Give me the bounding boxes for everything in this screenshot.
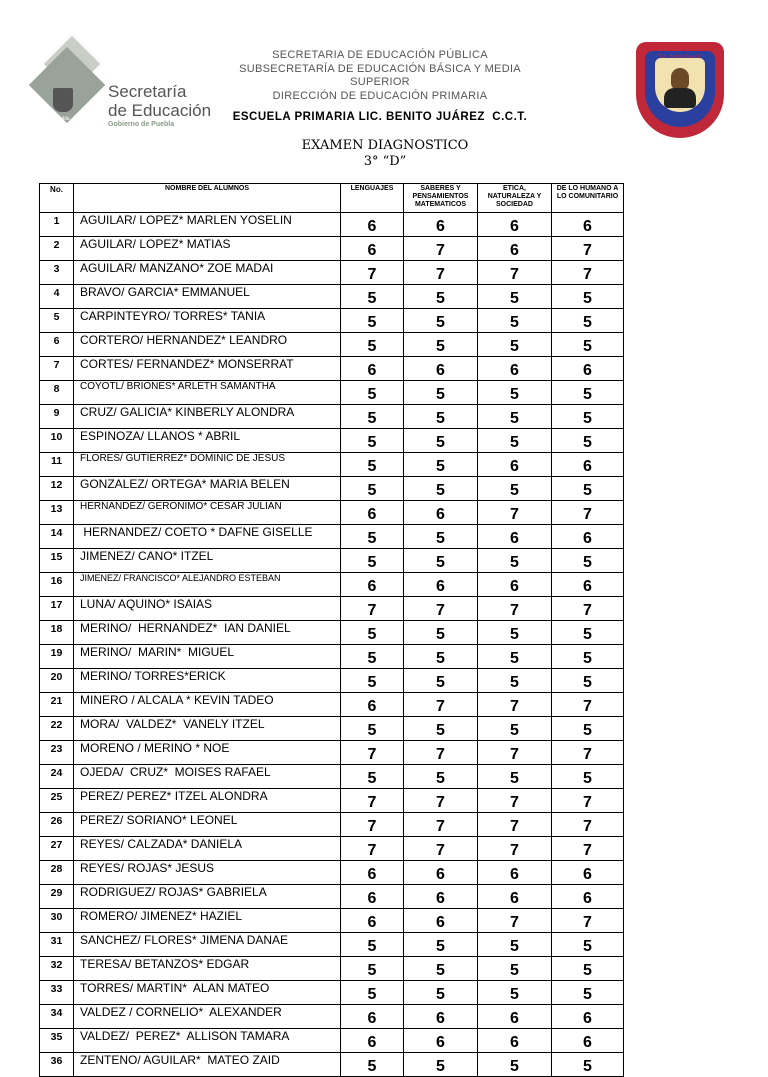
grade-saberes: 6 (404, 861, 478, 885)
header-line-1: SECRETARIA DE EDUCACIÓN PÚBLICA (272, 49, 488, 61)
grade-humano: 6 (552, 525, 624, 549)
grade-lenguajes: 6 (341, 1029, 404, 1053)
grade-saberes: 5 (404, 621, 478, 645)
grade-etica: 7 (478, 909, 552, 933)
grade-etica: 5 (478, 621, 552, 645)
table-row (40, 1005, 624, 1029)
grade-saberes: 5 (404, 525, 478, 549)
grade-saberes: 5 (404, 381, 478, 405)
student-name: SANCHEZ/ FLORES* JIMENA DANAE (74, 933, 341, 957)
student-name: AGUILAR/ LOPEZ* MARLEN YOSELIN (74, 213, 341, 237)
header-line-4: DIRECCIÓN DE EDUCACIÓN PRIMARIA (272, 90, 488, 102)
table-row (40, 669, 624, 693)
table-row (40, 885, 624, 909)
grade-humano: 5 (552, 765, 624, 789)
grade-lenguajes: 5 (341, 621, 404, 645)
grade-saberes: 5 (404, 477, 478, 501)
grade-etica: 5 (478, 477, 552, 501)
grade-lenguajes: 5 (341, 453, 404, 477)
table-row (40, 261, 624, 285)
table-row (40, 837, 624, 861)
grade-lenguajes: 7 (341, 813, 404, 837)
table-row (40, 765, 624, 789)
student-name: TERESA/ BETANZOS* EDGAR (74, 957, 341, 981)
grade-humano: 5 (552, 669, 624, 693)
grade-humano: 5 (552, 405, 624, 429)
grade-saberes: 6 (404, 909, 478, 933)
grade-humano: 7 (552, 261, 624, 285)
row-number: 36 (40, 1053, 74, 1077)
logo-text-line2: de Educación (108, 101, 212, 120)
grade-etica: 7 (478, 597, 552, 621)
grade-lenguajes: 5 (341, 381, 404, 405)
grade-etica: 5 (478, 669, 552, 693)
row-number: 12 (40, 477, 74, 501)
puebla-crest-icon (53, 88, 73, 112)
grade-saberes: 6 (404, 885, 478, 909)
grade-humano: 5 (552, 981, 624, 1005)
table-row (40, 333, 624, 357)
grade-etica: 7 (478, 813, 552, 837)
grade-lenguajes: 6 (341, 213, 404, 237)
student-name: OJEDA/ CRUZ* MOISES RAFAEL (74, 765, 341, 789)
table-row (40, 357, 624, 381)
table-row (40, 237, 624, 261)
grade-etica: 6 (478, 1005, 552, 1029)
table-row (40, 429, 624, 453)
row-number: 31 (40, 933, 74, 957)
seal-text: "Lic. Benito Juárez" (658, 54, 702, 60)
student-name: HERNANDEZ/ GERONIMO* CESAR JULIAN (74, 501, 341, 525)
grade-saberes: 5 (404, 981, 478, 1005)
grade-etica: 6 (478, 525, 552, 549)
grade-lenguajes: 6 (341, 501, 404, 525)
grade-lenguajes: 6 (341, 861, 404, 885)
student-name: CARPINTEYRO/ TORRES* TANIA (74, 309, 341, 333)
row-number: 23 (40, 741, 74, 765)
grade-etica: 5 (478, 381, 552, 405)
grade-etica: 5 (478, 933, 552, 957)
grade-lenguajes: 5 (341, 309, 404, 333)
grade-saberes: 6 (404, 357, 478, 381)
grade-humano: 6 (552, 213, 624, 237)
grade-saberes: 6 (404, 213, 478, 237)
grade-humano: 6 (552, 357, 624, 381)
logo-text-line1: Secretaría (108, 82, 187, 101)
table-row (40, 741, 624, 765)
grade-lenguajes: 7 (341, 597, 404, 621)
student-name: VALDEZ/ PEREZ* ALLISON TAMARA (74, 1029, 341, 1053)
grade-etica: 5 (478, 429, 552, 453)
grade-etica: 5 (478, 765, 552, 789)
grade-lenguajes: 5 (341, 333, 404, 357)
grade-etica: 7 (478, 837, 552, 861)
row-number: 35 (40, 1029, 74, 1053)
grade-etica: 7 (478, 789, 552, 813)
grade-humano: 5 (552, 645, 624, 669)
grade-etica: 6 (478, 573, 552, 597)
grade-lenguajes: 6 (341, 357, 404, 381)
student-name: MORA/ VALDEZ* VANELY ITZEL (74, 717, 341, 741)
grade-saberes: 5 (404, 285, 478, 309)
grade-etica: 5 (478, 645, 552, 669)
grade-saberes: 6 (404, 1005, 478, 1029)
grade-etica: 5 (478, 957, 552, 981)
student-name: MORENO / MERINO * NOE (74, 741, 341, 765)
student-name: CORTES/ FERNANDEZ* MONSERRAT (74, 357, 341, 381)
header-humano: DE LO HUMANO A LO COMUNITARIO (552, 184, 624, 213)
row-number: 14 (40, 525, 74, 549)
grade-saberes: 7 (404, 789, 478, 813)
grade-humano: 7 (552, 597, 624, 621)
row-number: 30 (40, 909, 74, 933)
grade-lenguajes: 5 (341, 285, 404, 309)
row-number: 6 (40, 333, 74, 357)
row-number: 32 (40, 957, 74, 981)
table-row (40, 621, 624, 645)
portrait-icon (671, 68, 689, 90)
row-number: 15 (40, 549, 74, 573)
row-number: 24 (40, 765, 74, 789)
header-line-3: SUPERIOR (350, 76, 410, 88)
grade-lenguajes: 7 (341, 789, 404, 813)
header-lenguajes: LENGUAJES (341, 184, 404, 213)
row-number: 8 (40, 381, 74, 405)
grade-humano: 7 (552, 741, 624, 765)
student-name: REYES/ ROJAS* JESUS (74, 861, 341, 885)
row-number: 29 (40, 885, 74, 909)
table-row (40, 909, 624, 933)
grade-etica: 5 (478, 717, 552, 741)
grade-saberes: 6 (404, 1029, 478, 1053)
table-row (40, 717, 624, 741)
header-line-2: SUBSECRETARÍA DE EDUCACIÓN BÁSICA Y MEDIA (239, 63, 521, 75)
grade-humano: 7 (552, 813, 624, 837)
grade-humano: 5 (552, 309, 624, 333)
header-name: NOMBRE DEL ALUMNOS (74, 184, 341, 213)
grade-humano: 5 (552, 621, 624, 645)
grade-etica: 7 (478, 261, 552, 285)
grade-lenguajes: 5 (341, 933, 404, 957)
school-name: ESCUELA PRIMARIA LIC. BENITO JUÁREZ C.C.T. (232, 111, 528, 123)
grade-humano: 5 (552, 429, 624, 453)
row-number: 11 (40, 453, 74, 477)
table-row (40, 501, 624, 525)
table-row (40, 693, 624, 717)
grade-lenguajes: 6 (341, 1005, 404, 1029)
row-number: 2 (40, 237, 74, 261)
table-row (40, 549, 624, 573)
row-number: 25 (40, 789, 74, 813)
grade-etica: 6 (478, 885, 552, 909)
grade-humano: 6 (552, 885, 624, 909)
grade-humano: 5 (552, 549, 624, 573)
grade-saberes: 7 (404, 837, 478, 861)
row-number: 18 (40, 621, 74, 645)
table-header-row (40, 184, 624, 213)
row-number: 16 (40, 573, 74, 597)
grade-lenguajes: 5 (341, 717, 404, 741)
row-number: 5 (40, 309, 74, 333)
student-name: PEREZ/ SORIANO* LEONEL (74, 813, 341, 837)
table-row (40, 645, 624, 669)
student-name: REYES/ CALZADA* DANIELA (74, 837, 341, 861)
grade-etica: 6 (478, 357, 552, 381)
table-row (40, 981, 624, 1005)
table-row (40, 957, 624, 981)
grade-saberes: 7 (404, 741, 478, 765)
table-row (40, 405, 624, 429)
student-name: MINERO / ALCALA * KEVIN TADEO (74, 693, 341, 717)
grade-saberes: 5 (404, 429, 478, 453)
table-row (40, 597, 624, 621)
table-row (40, 1029, 624, 1053)
row-number: 34 (40, 1005, 74, 1029)
grade-humano: 7 (552, 837, 624, 861)
row-number: 26 (40, 813, 74, 837)
grade-humano: 5 (552, 957, 624, 981)
grade-humano: 5 (552, 477, 624, 501)
table-row (40, 861, 624, 885)
grade-saberes: 5 (404, 957, 478, 981)
header-etica: ETICA, NATURALEZA Y SOCIEDAD (478, 184, 552, 213)
student-name: TORRES/ MARTIN* ALAN MATEO (74, 981, 341, 1005)
grade-saberes: 5 (404, 1053, 478, 1077)
grade-saberes: 5 (404, 645, 478, 669)
row-number: 17 (40, 597, 74, 621)
grade-etica: 7 (478, 741, 552, 765)
row-number: 21 (40, 693, 74, 717)
row-number: 1 (40, 213, 74, 237)
grade-etica: 5 (478, 405, 552, 429)
grade-saberes: 5 (404, 933, 478, 957)
grade-etica: 6 (478, 237, 552, 261)
grade-etica: 6 (478, 861, 552, 885)
grade-lenguajes: 5 (341, 429, 404, 453)
table-row (40, 573, 624, 597)
header-saberes: SABERES Y PENSAMIENTOS MATEMATICOS (404, 184, 478, 213)
grade-saberes: 6 (404, 573, 478, 597)
row-number: 20 (40, 669, 74, 693)
school-seal (636, 42, 724, 138)
grade-lenguajes: 5 (341, 549, 404, 573)
table-row (40, 813, 624, 837)
grade-saberes: 5 (404, 717, 478, 741)
grade-lenguajes: 5 (341, 645, 404, 669)
grade-etica: 5 (478, 285, 552, 309)
grade-saberes: 7 (404, 237, 478, 261)
student-name: BRAVO/ GARCIA* EMMANUEL (74, 285, 341, 309)
grade-humano: 5 (552, 717, 624, 741)
row-number: 3 (40, 261, 74, 285)
grade-humano: 7 (552, 693, 624, 717)
row-number: 27 (40, 837, 74, 861)
grade-humano: 5 (552, 933, 624, 957)
student-name: MERINO/ TORRES*ERICK (74, 669, 341, 693)
student-name: FLORES/ GUTIERREZ* DOMINIC DE JESUS (74, 453, 341, 477)
row-number: 19 (40, 645, 74, 669)
grade-humano: 7 (552, 501, 624, 525)
table-row (40, 477, 624, 501)
grade-lenguajes: 5 (341, 669, 404, 693)
grade-lenguajes: 6 (341, 909, 404, 933)
student-name: MERINO/ MARIN* MIGUEL (74, 645, 341, 669)
student-name: ROMERO/ JIMENEZ* HAZIEL (74, 909, 341, 933)
grade-saberes: 5 (404, 549, 478, 573)
grade-etica: 6 (478, 213, 552, 237)
grades-table (39, 183, 624, 1077)
grade-lenguajes: 6 (341, 885, 404, 909)
row-number: 33 (40, 981, 74, 1005)
student-name: CRUZ/ GALICIA* KINBERLY ALONDRA (74, 405, 341, 429)
grade-lenguajes: 6 (341, 573, 404, 597)
secretaria-educacion-logo: Puebla Secretaría de Educación Gobierno de Puebla (32, 36, 197, 128)
grade-saberes: 5 (404, 453, 478, 477)
student-name: CORTERO/ HERNANDEZ* LEANDRO (74, 333, 341, 357)
grade-lenguajes: 7 (341, 837, 404, 861)
student-name: JIMENEZ/ CANO* ITZEL (74, 549, 341, 573)
grade-etica: 5 (478, 1053, 552, 1077)
grade-humano: 5 (552, 285, 624, 309)
student-name: AGUILAR/ MANZANO* ZOE MADAI (74, 261, 341, 285)
grade-etica: 7 (478, 501, 552, 525)
grade-saberes: 5 (404, 333, 478, 357)
student-name: AGUILAR/ LOPEZ* MATIAS (74, 237, 341, 261)
grade-saberes: 6 (404, 501, 478, 525)
grade-etica: 6 (478, 453, 552, 477)
grade-etica: 5 (478, 309, 552, 333)
logo-text-line3: Gobierno de Puebla (108, 121, 175, 128)
table-row (40, 1053, 624, 1077)
grade-saberes: 7 (404, 693, 478, 717)
exam-group: 3° “D” (363, 154, 407, 169)
grade-lenguajes: 7 (341, 741, 404, 765)
student-name: LUNA/ AQUINO* ISAIAS (74, 597, 341, 621)
grade-humano: 7 (552, 789, 624, 813)
exam-heading (190, 138, 580, 170)
grade-humano: 7 (552, 909, 624, 933)
grade-humano: 6 (552, 1005, 624, 1029)
grade-saberes: 5 (404, 309, 478, 333)
grade-humano: 6 (552, 1029, 624, 1053)
exam-title: EXAMEN DIAGNOSTICO (301, 138, 469, 153)
grade-etica: 7 (478, 693, 552, 717)
student-name: ZENTENO/ AGUILAR* MATEO ZAID (74, 1053, 341, 1077)
grade-lenguajes: 5 (341, 981, 404, 1005)
grade-lenguajes: 5 (341, 525, 404, 549)
table-row (40, 285, 624, 309)
grade-saberes: 7 (404, 261, 478, 285)
grade-humano: 5 (552, 381, 624, 405)
grade-saberes: 5 (404, 669, 478, 693)
student-name: JIMENEZ/ FRANCISCO* ALEJANDRO ESTEBAN (74, 573, 341, 597)
student-name: GONZALEZ/ ORTEGA* MARIA BELEN (74, 477, 341, 501)
grade-etica: 6 (478, 1029, 552, 1053)
grade-saberes: 5 (404, 405, 478, 429)
grade-humano: 5 (552, 1053, 624, 1077)
row-number: 22 (40, 717, 74, 741)
grade-lenguajes: 5 (341, 765, 404, 789)
grade-saberes: 7 (404, 597, 478, 621)
table-row (40, 213, 624, 237)
grade-lenguajes: 5 (341, 1053, 404, 1077)
row-number: 28 (40, 861, 74, 885)
grade-humano: 5 (552, 333, 624, 357)
grade-etica: 5 (478, 549, 552, 573)
row-number: 13 (40, 501, 74, 525)
row-number: 7 (40, 357, 74, 381)
student-name: MERINO/ HERNANDEZ* IAN DANIEL (74, 621, 341, 645)
grade-humano: 6 (552, 861, 624, 885)
grade-lenguajes: 5 (341, 405, 404, 429)
table-row (40, 309, 624, 333)
student-name: COYOTL/ BRIONES* ARLETH SAMANTHA (74, 381, 341, 405)
grade-etica: 5 (478, 981, 552, 1005)
student-name: HERNANDEZ/ COETO * DAFNE GISELLE (74, 525, 341, 549)
grade-lenguajes: 7 (341, 261, 404, 285)
grade-saberes: 5 (404, 765, 478, 789)
grade-humano: 6 (552, 573, 624, 597)
grade-lenguajes: 6 (341, 237, 404, 261)
student-name: VALDEZ / CORNELIO* ALEXANDER (74, 1005, 341, 1029)
row-number: 10 (40, 429, 74, 453)
grade-saberes: 7 (404, 813, 478, 837)
student-name: PEREZ/ PEREZ* ITZEL ALONDRA (74, 789, 341, 813)
table-row (40, 381, 624, 405)
grade-lenguajes: 5 (341, 477, 404, 501)
student-name: RODRIGUEZ/ ROJAS* GABRIELA (74, 885, 341, 909)
grade-etica: 5 (478, 333, 552, 357)
grade-humano: 6 (552, 453, 624, 477)
row-number: 9 (40, 405, 74, 429)
grade-lenguajes: 5 (341, 957, 404, 981)
grade-lenguajes: 6 (341, 693, 404, 717)
table-row (40, 453, 624, 477)
row-number: 4 (40, 285, 74, 309)
grade-humano: 7 (552, 237, 624, 261)
header-no: No. (40, 184, 74, 213)
table-row (40, 789, 624, 813)
table-row (40, 525, 624, 549)
table-row (40, 933, 624, 957)
student-name: ESPINOZA/ LLANOS * ABRIL (74, 429, 341, 453)
